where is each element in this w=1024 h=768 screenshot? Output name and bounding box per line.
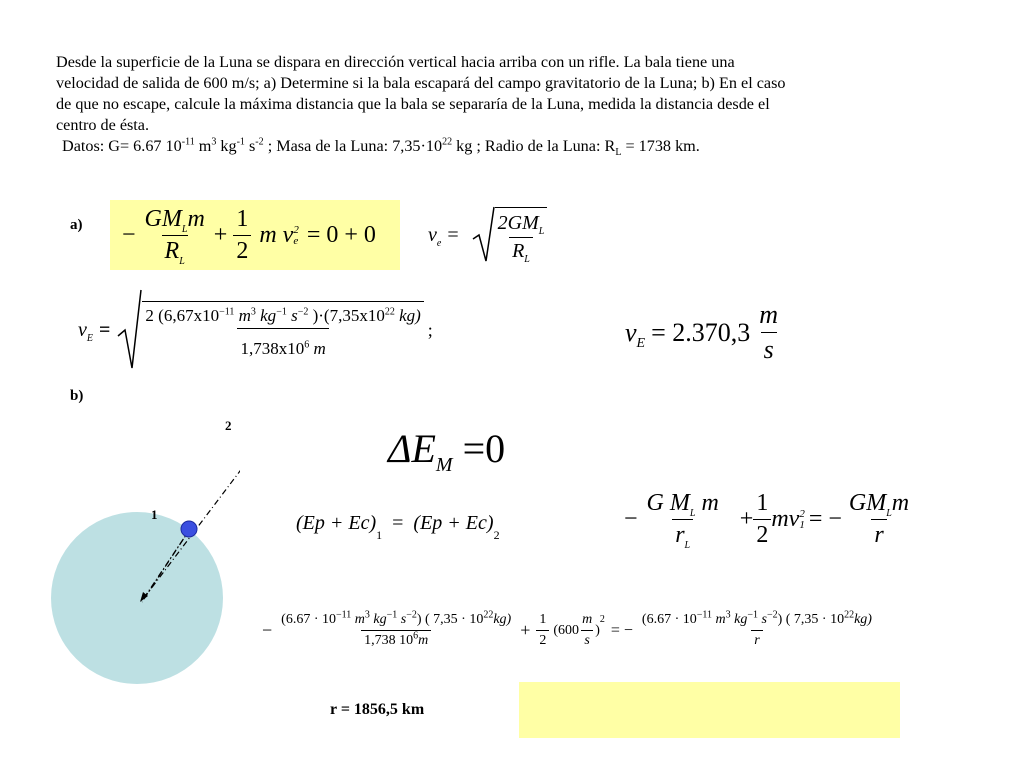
data-s: s (244, 137, 256, 155)
escape-velocity-result (625, 300, 781, 365)
result-value: = 2.370,3 (651, 317, 751, 347)
equals-minus: = − (610, 621, 633, 639)
state-1: (Ep + Ec) (296, 512, 377, 534)
minus-sign: − (122, 221, 136, 248)
data-g: Datos: G= 6.67 10 (62, 137, 182, 155)
potential-fraction: $\frac{G M_L m}{r_L}$ (646, 490, 719, 551)
equals-sign: = (447, 223, 459, 246)
half-fraction: $\frac{1}{2}$ (233, 206, 251, 265)
moon-diagram (40, 420, 240, 690)
ve-fraction: $\frac{2GM_L}{R_L}$ (495, 207, 548, 263)
left-fraction: $\frac{(6.67 \cdot 10^{-11} m^3 kg^{-1} s^{-2}) ( 7,35 \cdot 10^{22}kg)}{1,738 10^6m}$ (281, 609, 512, 648)
right-fraction: $\frac{(6.67 \cdot 10^{-11} m^3 kg^{-1} s^{-2}) ( 7,35 \cdot 10^{22}kg)}{r}$ (641, 609, 872, 648)
data-m-exp: 3 (211, 136, 217, 148)
problem-statement (56, 52, 966, 157)
point-1-label: 1 (151, 507, 158, 522)
velocity-value: (600 (553, 622, 580, 638)
problem-line-3: de que no escape, calcule la máxima distancia que la bala se separaría de la Luna, medida la distancia desde el (56, 95, 770, 113)
escape-velocity-numeric (78, 288, 433, 372)
distance-result: r = 1856,5 km (330, 701, 425, 718)
data-m: m (194, 137, 212, 155)
bullet-dot-icon (181, 521, 197, 537)
data-radius-sub: L (615, 147, 622, 159)
symbolic-energy-equation (618, 490, 912, 549)
problem-line-2: velocidad de salida de 600 m/s; a) Determine si la bala escapará del campo gravitatorio de la Luna; b) En el caso (56, 74, 786, 92)
data-g-exp: -11 (181, 136, 195, 148)
half-fraction: $\frac{1}{2}$ (536, 612, 549, 649)
data-s-exp: -2 (255, 136, 264, 148)
numeric-energy-equation: − $\frac{(6.67 \cdot 10^{-11} m^3 kg^{-1} s^{-2}) ( 7,35 \cdot 10^{22}kg)}{1,738 10^6m}$ + $\frac{1}{2}$ (600 $\frac{m}{s}$ ) 2 = − $\frac{(6.67 \cdot 10^{-11} m^3 kg^{-1} s^{-2}) ( 7,35 \cdot 10^{22}kg)}{r}$ (256, 612, 875, 649)
data-mass-exp: 22 (442, 136, 453, 148)
escape-energy-equation (110, 200, 400, 270)
kinetic-term: mv 2 1 (771, 506, 805, 532)
data-kg-exp: -1 (236, 136, 245, 148)
equals-minus: = − (808, 506, 842, 532)
sqrt-sign-icon (116, 288, 142, 372)
answer-highlight-box (519, 682, 900, 738)
escape-velocity-formula (428, 205, 547, 265)
data-radius-label: kg ; Radio de la Luna: R (452, 137, 616, 155)
problem-data-line (62, 136, 966, 157)
minus-sign: − (262, 620, 273, 640)
equals-sign: = (392, 512, 404, 534)
minus-sign: − (624, 506, 638, 532)
half-fraction: $\frac{1}{2}$ (753, 490, 771, 549)
point-2-label: 2 (225, 418, 232, 433)
energy-conservation-header (388, 425, 506, 476)
part-a-label: a) (70, 217, 83, 233)
plus-sign: + (520, 620, 531, 640)
potential-fraction: $\frac{GM_Lm}{R_L}$ (144, 205, 205, 267)
data-mass: ; Masa de la Luna: 7,35·10 (263, 137, 443, 155)
problem-line-1: Desde la superficie de la Luna se dispara en dirección vertical hacia arriba con un rifle. La bala tiene una (56, 53, 735, 71)
delta-E-rhs: =0 (462, 426, 506, 471)
rhs-zero: = 0 + 0 (306, 221, 376, 248)
problem-line-4: centro de ésta. (56, 116, 150, 134)
state-2: (Ep + Ec) (413, 512, 494, 534)
delta-E: ΔE (388, 426, 436, 471)
plus-sign: + (739, 506, 754, 532)
semicolon: ; (427, 319, 433, 340)
vE-symbol: $v_E$ (78, 318, 93, 344)
sqrt-sign-icon (471, 205, 495, 265)
delta-E-sub: M (435, 454, 453, 476)
energy-balance: (Ep + Ec) 1 = (Ep + Ec) 2 (296, 512, 500, 542)
equals-sign: = (99, 318, 111, 341)
kinetic-term: m v 2 e (259, 221, 299, 248)
velocity-unit: $\frac{m}{s}$ (582, 612, 593, 648)
data-radius: = 1738 km. (621, 137, 700, 155)
final-potential-fraction: $\frac{GM_Lm}{r}$ (848, 490, 910, 548)
moon-circle (51, 512, 223, 684)
ve-symbol: $v_e$ (428, 223, 442, 249)
plus-sign: + (213, 221, 228, 248)
part-b-label: b) (70, 388, 84, 404)
unit-fraction: $\frac{m}{s}$ (759, 300, 779, 364)
vE-result-symbol: $v_E$ (625, 317, 646, 351)
numeric-fraction: $\frac{2 (6,67x10^{-11} m^3 kg^{-1} s^{-2} )\cdot(7,35x10^{22} kg)}{1,738x10^6 m}$ (142, 301, 423, 359)
data-kg: kg (216, 137, 237, 155)
